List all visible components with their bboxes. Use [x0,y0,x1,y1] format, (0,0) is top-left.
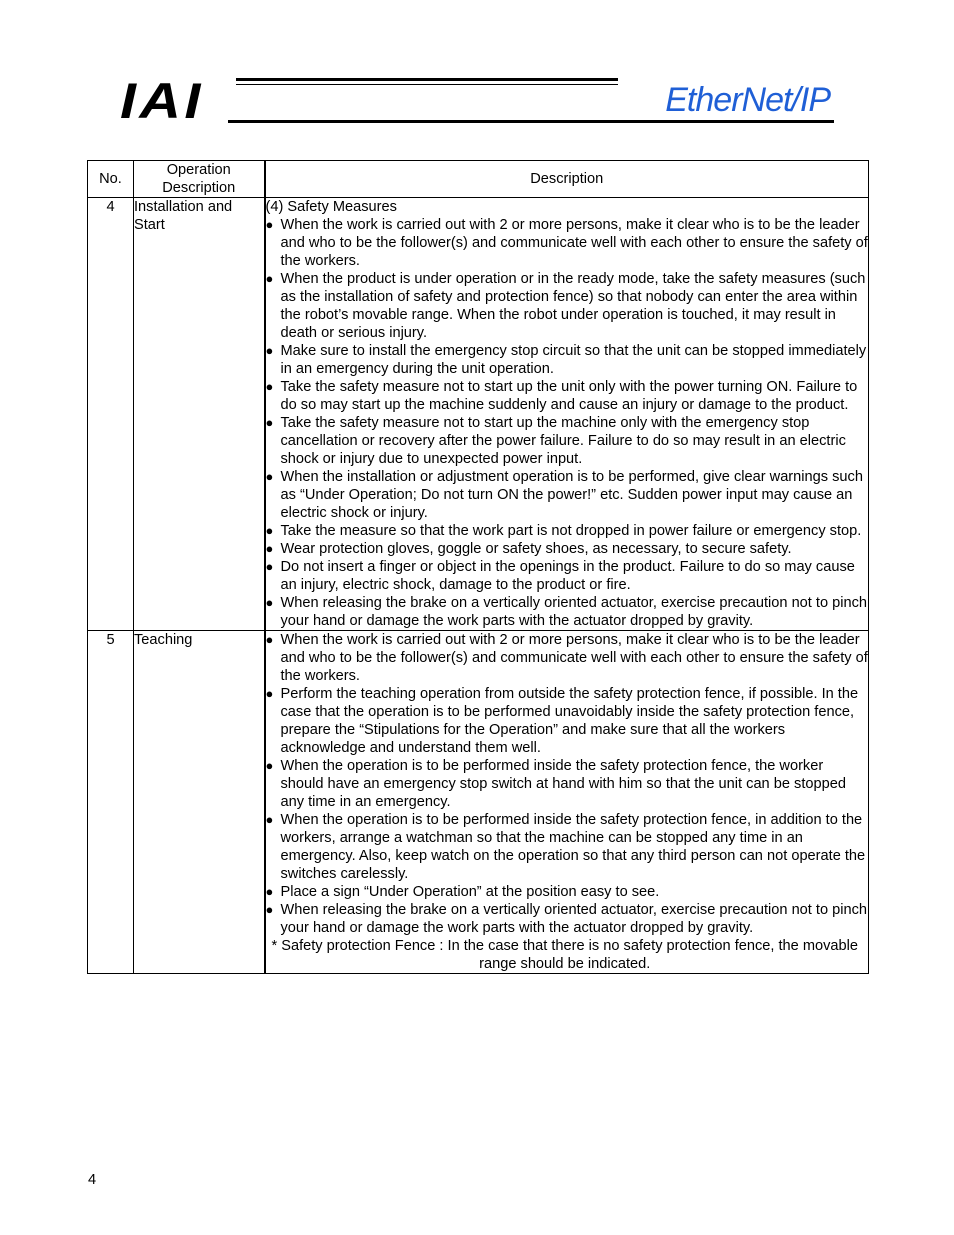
header-operation-line1: Operation [166,162,231,178]
header-rule-mid [236,84,618,85]
header-no: No. [88,161,134,198]
table-row [88,198,869,631]
list-item: ● When the product is under operation or in the ready mode, take the safety measures (such as the installation of safety and protection fence) so that nobody can enter the area within the robot’s movable range. When the robot under operation is touched, it may result in death or serious injury. [266,270,869,342]
ethernet-ip-logo: EtherNet/IP [665,81,830,119]
list-item: ● Take the measure so that the work part is not dropped in power failure or emergency stop. [266,522,869,540]
header-rule-top [236,78,618,81]
page-number: 4 [88,1172,97,1188]
row-description [265,198,869,631]
row-operation-line1: Installation and [134,199,233,215]
list-item: ● When releasing the brake on a vertically oriented actuator, exercise precaution not to pinch your hand or damage the work parts with the actuator dropped by gravity. [266,594,869,630]
list-item: ● When the work is carried out with 2 or more persons, make it clear who is to be the leader and who to be the follower(s) and communicate well with each other to ensure the safety of the workers. [266,631,869,685]
row-number: 5 [88,631,134,974]
row-operation-line2: Start [134,217,165,233]
page-header [118,73,834,129]
header-operation [134,161,265,198]
header-description: Description [265,161,869,198]
iai-logo: IAI [120,73,204,129]
list-item: ● Do not insert a finger or object in the openings in the product. Failure to do so may cause an injury, electric shock, damage to the product or fire. [266,558,869,594]
bullet-list [266,216,869,630]
list-item: ● Place a sign “Under Operation” at the position easy to see. [266,883,869,901]
list-item: ● Wear protection gloves, goggle or safety shoes, as necessary, to secure safety. [266,540,869,558]
row-description [265,631,869,974]
list-item: ● When releasing the brake on a vertically oriented actuator, exercise precaution not to pinch your hand or damage the work parts with the actuator dropped by gravity. [266,901,869,937]
row-operation [134,198,265,631]
row-operation-line1: Teaching [134,632,193,648]
table-header-row [88,161,869,198]
list-item: ● Make sure to install the emergency stop circuit so that the unit can be stopped immediately in an emergency during the unit operation. [266,342,869,378]
bullet-list [266,631,869,937]
list-item: ● When the operation is to be performed inside the safety protection fence, in addition to the workers, arrange a watchman so that the machine can be stopped any time in an emergency. Also, keep watch on the operation so that any third person can not operate the switches carelessly. [266,811,869,883]
list-item: ● When the operation is to be performed inside the safety protection fence, the worker should have an emergency stop switch at hand with him so that the unit can be stopped any time in an emergency. [266,757,869,811]
list-item: ● Perform the teaching operation from outside the safety protection fence, if possible. In the case that the operation is to be performed unavoidably inside the safety protection fence, prepare the “Stipulations for the Operation” and make sure that all the workers acknowledge and understand them well. [266,685,869,757]
footnote: * Safety protection Fence : In the case that there is no safety protection fence, the movable range should be indicated. [271,938,859,972]
list-item: ● When the installation or adjustment operation is to be performed, give clear warnings such as “Under Operation; Do not turn ON the power!” etc. Sudden power input may cause an electric shock or injury. [266,468,869,522]
list-item: ● When the work is carried out with 2 or more persons, make it clear who is to be the leader and who to be the follower(s) and communicate well with each other to ensure the safety of the workers. [266,216,869,270]
safety-table [87,160,869,974]
table-row [88,631,869,974]
header-operation-line2: Description [162,180,236,196]
section-heading: (4) Safety Measures [265,199,397,215]
list-item: ● Take the safety measure not to start up the unit only with the power turning ON. Failure to do so may start up the machine suddenly and cause an injury or damage to the product. [266,378,869,414]
header-rule-bottom [228,120,834,123]
row-operation [134,631,265,974]
row-number: 4 [88,198,134,631]
list-item: ● Take the safety measure not to start up the machine only with the emergency stop cancellation or recovery after the power failure. Failure to do so may result in an electric shock or injury due to unexpected power input. [266,414,869,468]
